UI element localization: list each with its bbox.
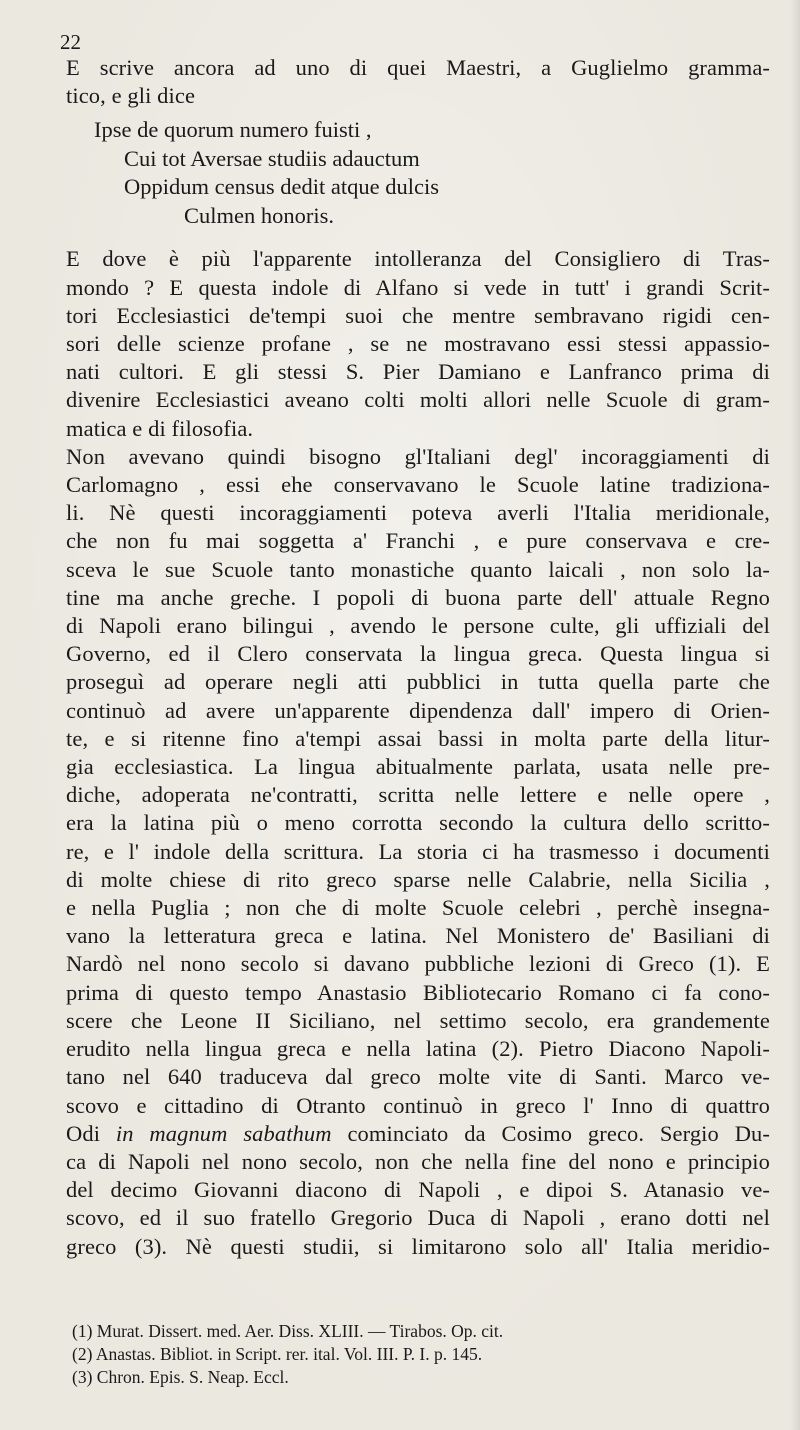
text-line: greco (3). Nè questi studii, si limitarono solo all' Italia meridio- — [66, 1233, 770, 1259]
paragraph-1 — [44, 245, 770, 442]
text-line: li. Nè questi incoraggiamenti poteva averli l'Italia meridionale, — [66, 500, 770, 526]
footnote: (2) Anastas. Bibliot. in Script. rer. ital. Vol. III. P. I. p. 145. — [72, 1344, 483, 1364]
footnote: (3) Chron. Epis. S. Neap. Eccl. — [72, 1367, 289, 1387]
text-line: del decimo Giovanni diacono di Napoli , e dipoi S. Atanasio ve- — [66, 1177, 770, 1203]
text-line: Carlomagno , essi ehe conservavano le Scuole latine tradiziona- — [66, 472, 770, 498]
text-line: diche, adoperata ne'contratti, scritta nelle lettere e nelle opere , — [66, 782, 770, 808]
text-line: te, e si ritenne fino a'tempi assai bassi in molta parte della litur- — [66, 725, 770, 751]
text-line-italic — [44, 1120, 770, 1148]
text-line: mondo ? E questa indole di Alfano si vede in tutt' i grandi Scrit- — [66, 274, 770, 300]
text-line: sceva le sue Scuole tanto monastiche quanto laicali , non solo la- — [66, 556, 770, 582]
latin-verse — [44, 116, 770, 230]
text-line: nati cultori. E gli stessi S. Pier Damiano e Lanfranco prima di — [66, 359, 770, 385]
text-line: che non fu mai soggetta a' Franchi , e pure conservava e cre- — [66, 528, 770, 554]
text-line: era la latina più o meno corrotta secondo la cultura dello scritto- — [66, 810, 770, 836]
text-line: tico, e gli dice — [66, 83, 196, 109]
page-edge-shadow — [790, 0, 800, 1430]
text-line: continuò ad avere un'apparente dipendenza dall' impero di Orien- — [66, 697, 770, 723]
intro-paragraph — [44, 54, 770, 110]
text-line: E dove è più l'apparente intolleranza del Consigliero di Tras- — [66, 246, 770, 272]
main-text — [44, 54, 770, 1261]
verse-line: Oppidum census dedit atque dulcis — [124, 174, 439, 200]
text-line: e nella Puglia ; non che di molte Scuole celebri , perchè insegna- — [66, 895, 770, 921]
text-line: scovo e cittadino di Otranto continuò in greco l' Inno di quattro — [66, 1092, 770, 1118]
text-line: Governo, ed il Clero conservata la lingua greca. Questa lingua si — [66, 641, 770, 667]
text-fragment: cominciato da Cosimo greco. Sergio Du- — [331, 1120, 770, 1146]
text-line: tano nel 640 traduceva dal greco molte vite di Santi. Marco ve- — [66, 1064, 770, 1090]
text-line: scere che Leone II Siciliano, nel settimo secolo, era grandemente — [66, 1007, 770, 1033]
text-line: tori Ecclesiastici de'tempi suoi che mentre sembravano rigidi cen- — [66, 302, 770, 328]
text-line: Nardò nel nono secolo si davano pubbliche lezioni di Greco (1). E — [66, 951, 770, 977]
verse-line: Culmen honoris. — [184, 202, 334, 228]
text-fragment: Odi — [66, 1120, 116, 1146]
text-line: sori delle scienze profane , se ne mostravano essi stessi appassio- — [66, 331, 770, 357]
text-line: tine ma anche greche. I popoli di buona parte dell' attuale Regno — [66, 584, 770, 610]
text-line: proseguì ad operare negli atti pubblici in tutta quella parte che — [66, 669, 770, 695]
text-line: erudito nella lingua greca e nella latina (2). Pietro Diacono Napoli- — [66, 1036, 770, 1062]
text-line: prima di questo tempo Anastasio Bibliotecario Romano ci fa cono- — [66, 979, 770, 1005]
text-line: ca di Napoli nel nono secolo, non che nella fine del nono e principio — [66, 1148, 770, 1174]
text-line: di Napoli erano bilingui , avendo le persone culte, gli uffiziali del — [66, 613, 770, 639]
text-line: Non avevano quindi bisogno gl'Italiani degl' incoraggiamenti di — [66, 443, 770, 469]
text-line: scovo, ed il suo fratello Gregorio Duca di Napoli , erano dotti nel — [66, 1205, 770, 1231]
text-line: divenire Ecclesiastici aveano colti molti allori nelle Scuole di gram- — [66, 387, 770, 413]
verse-line: Cui tot Aversae studiis adauctum — [124, 145, 420, 171]
text-line: re, e l' indole della scrittura. La storia ci ha trasmesso i documenti — [66, 838, 770, 864]
page-number: 22 — [60, 30, 81, 54]
paragraph-2 — [44, 443, 770, 1261]
footnotes — [72, 1320, 772, 1389]
text-line: gia ecclesiastica. La lingua abitualmente parlata, usata nelle pre- — [66, 754, 770, 780]
text-line: vano la letteratura greca e latina. Nel Monistero de' Basiliani di — [66, 923, 770, 949]
italic-phrase: in magnum sabathum — [115, 1120, 332, 1146]
text-line: matica e di filosofia. — [66, 415, 254, 441]
verse-line: Ipse de quorum numero fuisti , — [94, 117, 372, 143]
text-line: E scrive ancora ad uno di quei Maestri, a Guglielmo gramma- — [66, 55, 770, 80]
text-line: di molte chiese di rito greco sparse nelle Calabrie, nella Sicilia , — [66, 866, 770, 892]
footnote: (1) Murat. Dissert. med. Aer. Diss. XLIII. — Tirabos. Op. cit. — [72, 1321, 504, 1341]
